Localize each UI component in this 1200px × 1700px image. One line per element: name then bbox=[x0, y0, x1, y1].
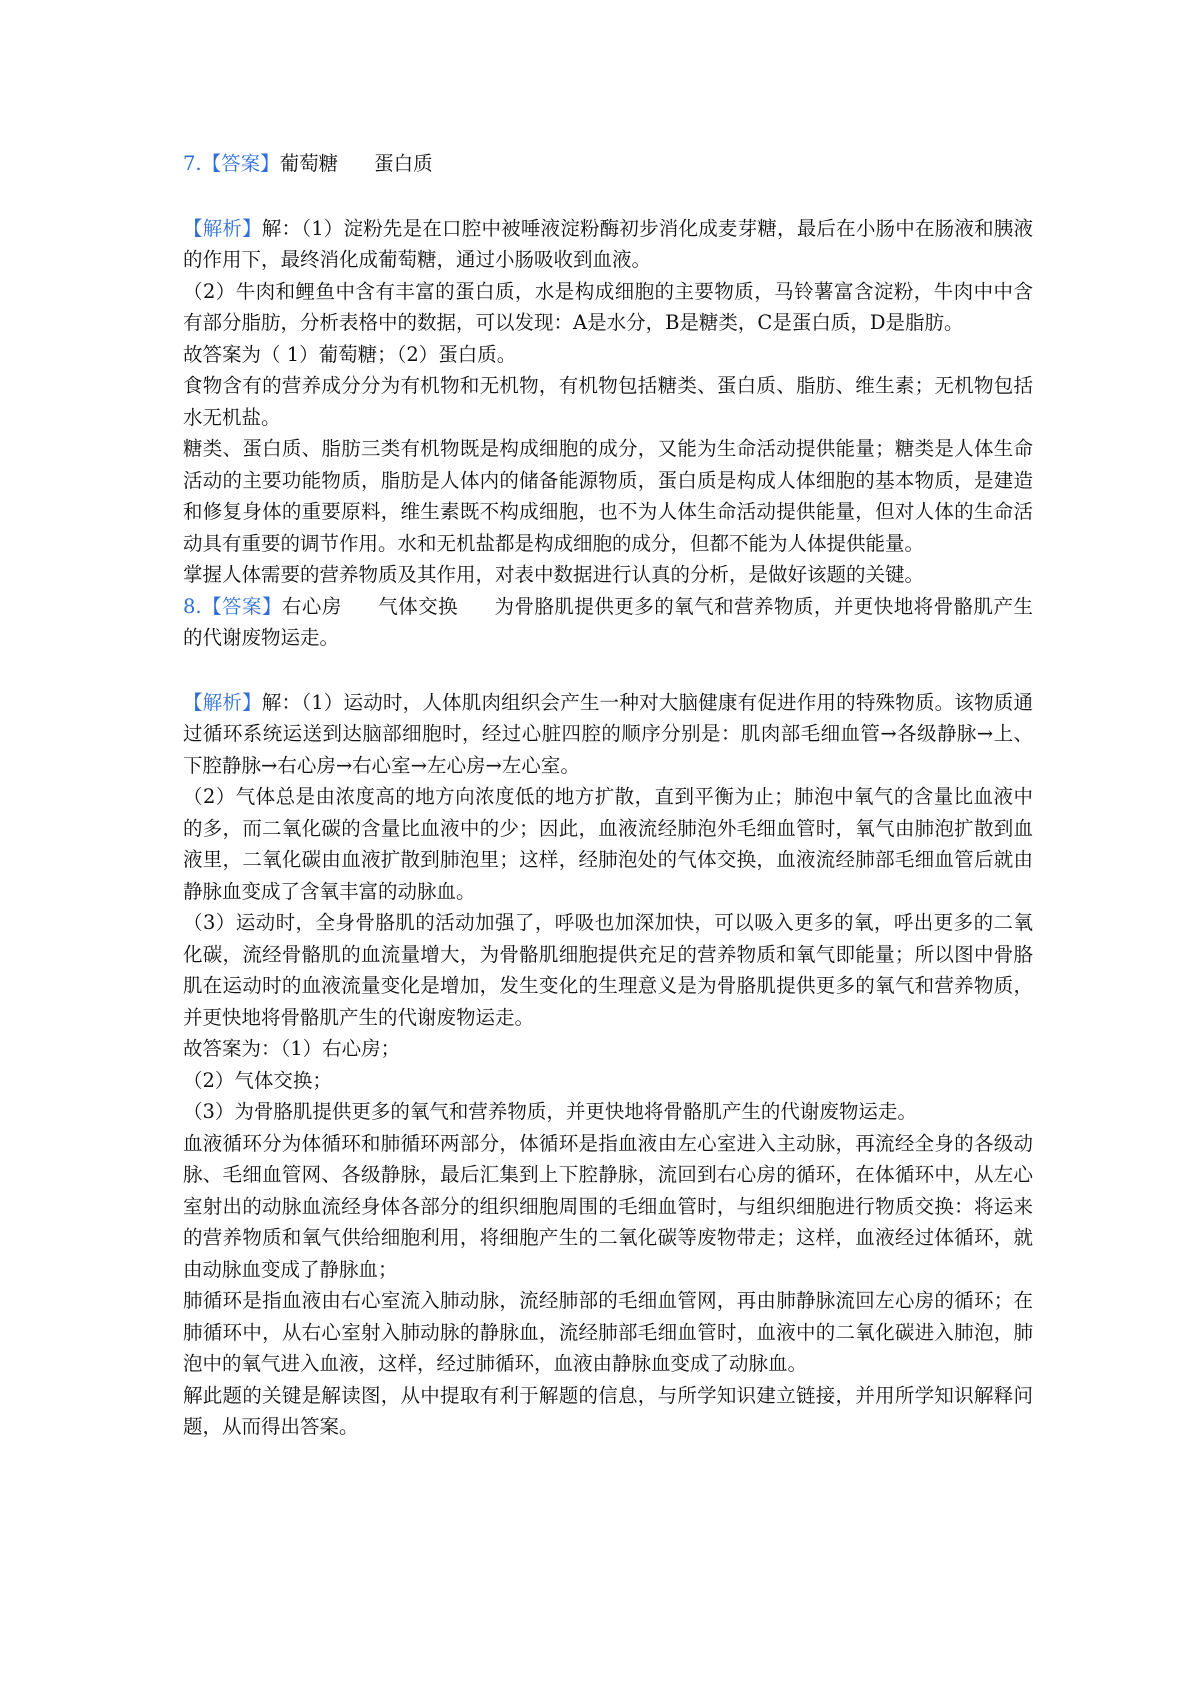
q8-paragraph: 血液循环分为体循环和肺循环两部分，体循环是指血液由左心室进入主动脉，再流经全身的各级动脉、毛细血管网、各级静脉，最后汇集到上下腔静脉，流回到右心房的循环，在体循环中，从左心室射出的动脉血流经身体各部分的组织细胞周围的毛细血管时，与组织细胞进行物质交换：将运来的营养物质和氧气供给细胞利用，将细胞产生的二氧化碳等废物带走；这样，血液经过体循环，就由动脉血变成了静脉血； bbox=[183, 1131, 1033, 1281]
q7-paragraph: 糖类、蛋白质、脂肪三类有机物既是构成细胞的成分，又能为生命活动提供能量；糖类是人体生命活动的主要功能物质，脂肪是人体内的储备能源物质，蛋白质是构成人体细胞的基本物质，是建造和修复身体的重要原料，维生素既不构成细胞，也不为人体生命活动提供能量，但对人体的生命活动具有重要的调节作用。水和无机盐都是构成细胞的成分，但都不能为人体提供能量。 bbox=[183, 437, 1033, 555]
q8-answer-tag: 【答案】 bbox=[201, 594, 282, 618]
q8-answer-1: 右心房 bbox=[281, 594, 342, 618]
q8-answer-3: 为骨胳肌提供更多的氧气和营养物质，并更快地将骨骼肌产生的代谢废物运走。 bbox=[183, 594, 1033, 649]
q7-number: 7. bbox=[183, 152, 202, 175]
q7-paragraph: 食物含有的营养成分分为有机物和无机物，有机物包括糖类、蛋白质、脂肪、维生素；无机物包括水无机盐。 bbox=[183, 374, 1033, 429]
q8-paragraph: （3）运动时，全身骨胳肌的活动加强了，呼吸也加深加快，可以吸入更多的氧，呼出更多的二氧化碳，流经骨骼肌的血流量增大，为骨骼肌细胞提供充足的营养物质和氧气即能量；所以图中骨胳肌在运动时的血液流量变化是增加，发生变化的生理意义是为骨胳肌提供更多的氧气和营养物质，并更快地将骨骼肌产生的代谢废物运走。 bbox=[183, 911, 1033, 1029]
q8-analysis-first bbox=[183, 687, 1033, 782]
q8-number: 8. bbox=[183, 594, 202, 618]
q8-paragraph: （2）气体总是由浓度高的地方向浓度低的地方扩散，直到平衡为止；肺泡中氧气的含量比血液中的多，而二氧化碳的含量比血液中的少；因此，血液流经肺泡外毛细血管时，氧气由肺泡扩散到血液里，二氧化碳由血液扩散到肺泡里；这样，经肺泡处的气体交换，血液流经肺部毛细血管后就由静脉血变成了含氧丰富的动脉血。 bbox=[183, 785, 1033, 903]
q7-paragraph: 掌握人体需要的营养物质及其作用，对表中数据进行认真的分析，是做好该题的关键。 bbox=[183, 563, 925, 586]
q8-answer-2: 气体交换 bbox=[377, 594, 459, 618]
q8-analysis-text: 解：（1）运动时，人体肌肉组织会产生一种对大脑健康有促进作用的特殊物质。该物质通过循环系统运送到达脑部细胞时，经过心脏四腔的顺序分别是：肌肉部毛细血管→各级静脉→上、下腔静脉→右心房→右心室→左心房→左心室。 bbox=[183, 690, 1033, 777]
q7-answer-2: 蛋白质 bbox=[374, 152, 433, 175]
q8-paragraph: （2）气体交换； bbox=[183, 1068, 332, 1092]
q7-paragraph: （2）牛肉和鲤鱼中含有丰富的蛋白质，水是构成细胞的主要物质，马铃薯富含淀粉，牛肉中中含有部分脂肪，分析表格中的数据，可以发现：A是水分，B是糖类，C是蛋白质，D是脂肪。 bbox=[183, 279, 1033, 334]
q7-analysis-tag: 【解析】 bbox=[183, 216, 262, 240]
q8-answer-line bbox=[183, 591, 1033, 654]
q8-paragraph: 解此题的关键是解读图，从中提取有利于解题的信息，与所学知识建立链接，并用所学知识解释问题，从而得出答案。 bbox=[183, 1383, 1033, 1438]
q7-analysis-first bbox=[183, 213, 1033, 276]
q7-answer-1: 葡萄糖 bbox=[279, 152, 339, 175]
q8-paragraph: 故答案为：（1）右心房； bbox=[183, 1037, 401, 1060]
q8-paragraph: （3）为骨胳肌提供更多的氧气和营养物质，并更快地将骨骼肌产生的代谢废物运走。 bbox=[183, 1100, 917, 1123]
q7-analysis-text: 解：（1）淀粉先是在口腔中被唾液淀粉酶初步消化成麦芽糖，最后在小肠中在肠液和胰液的作用下，最终消化成葡萄糖，通过小肠吸收到血液。 bbox=[183, 216, 1033, 271]
q8-analysis-tag: 【解析】 bbox=[183, 690, 262, 714]
q7-answer-line bbox=[183, 148, 1033, 180]
q7-answer-tag: 【答案】 bbox=[201, 152, 280, 175]
q8-paragraph: 肺循环是指血液由右心室流入肺动脉，流经肺部的毛细血管网，再由肺静脉流回左心房的循环；在肺循环中，从右心室射入肺动脉的静脉血，流经肺部毛细血管时，血液中的二氧化碳进入肺泡，肺泡中的氧气进入血液，这样，经过肺循环，血液由静脉血变成了动脉血。 bbox=[183, 1289, 1033, 1375]
document-content bbox=[183, 148, 1033, 1443]
q7-paragraph: 故答案为（ 1）葡萄糖；（2）蛋白质。 bbox=[183, 342, 517, 366]
